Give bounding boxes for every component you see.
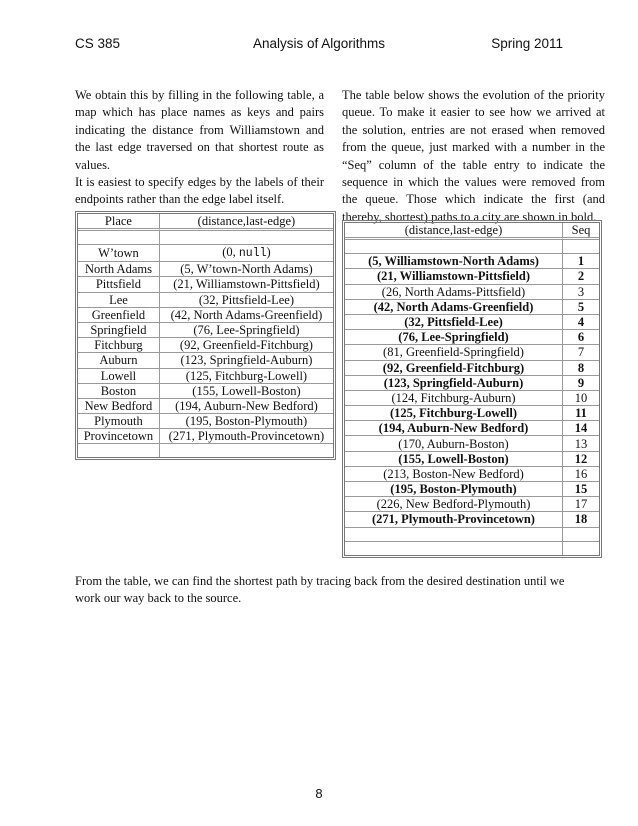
place-cell: New Bedford: [78, 399, 160, 414]
value-cell: (21, Williamstown-Pittsfield): [160, 277, 333, 292]
null-keyword: null: [238, 247, 267, 261]
table-row: [345, 452, 599, 467]
course-code: CS 385: [75, 36, 121, 51]
value-cell: (81, Greenfield-Springfield): [345, 345, 563, 360]
table-row: [345, 482, 599, 497]
value-cell: (76, Lee-Springfield): [345, 330, 563, 345]
seq-cell: 18: [563, 512, 599, 527]
seq-cell: 14: [563, 421, 599, 436]
places-table: [75, 211, 336, 460]
page-number: 8: [315, 786, 323, 801]
semester: Spring 2011: [491, 36, 563, 51]
table-row: [345, 300, 599, 315]
table-row: [78, 353, 333, 368]
value-cell: (155, Lowell-Boston): [345, 452, 563, 467]
value-cell: (92, Greenfield-Fitchburg): [345, 361, 563, 376]
seq-cell: 17: [563, 497, 599, 512]
table-row: [345, 376, 599, 391]
seq-cell: 13: [563, 436, 599, 451]
table-row: [78, 293, 333, 308]
place-cell: Greenfield: [78, 308, 160, 323]
value-cell: (226, New Bedford-Plymouth): [345, 497, 563, 512]
seq-cell: 9: [563, 376, 599, 391]
value-cell: (42, North Adams-Greenfield): [345, 300, 563, 315]
seq-cell: 4: [563, 315, 599, 330]
value-cell: (92, Greenfield-Fitchburg): [160, 338, 333, 353]
value-cell: (123, Springfield-Auburn): [160, 353, 333, 368]
header-place: Place: [78, 214, 160, 231]
table-row: [78, 384, 333, 399]
table-row: [78, 323, 333, 338]
value-cell: (76, Lee-Springfield): [160, 323, 333, 338]
seq-cell: 11: [563, 406, 599, 421]
right-paragraph: The table below shows the evolution of the priority queue. To make it easier to see how we arrived at the solution, entries are not erased when removed from the queue, just marked with a number in the “Seq” column of the table entry to indicate the sequence in which the values were removed from the queue. Those which indicate the first (and thereby, shortest) paths to a city are shown in bold.: [342, 88, 605, 224]
table-row: [78, 308, 333, 323]
table-row: [345, 467, 599, 482]
seq-cell: 7: [563, 345, 599, 360]
queue-header-row: [345, 223, 599, 240]
table-row: [78, 399, 333, 414]
place-cell: W’town: [78, 245, 160, 262]
table-row: [345, 497, 599, 512]
seq-cell: 6: [563, 330, 599, 345]
value-cell: (5, Williamstown-North Adams): [345, 254, 563, 269]
value-cell: (32, Pittsfield-Lee): [160, 293, 333, 308]
value-cell: (125, Fitchburg-Lowell): [345, 406, 563, 421]
table-row: [345, 345, 599, 360]
place-cell: Boston: [78, 384, 160, 399]
value-cell: (155, Lowell-Boston): [160, 384, 333, 399]
value-cell: (271, Plymouth-Provincetown): [160, 429, 333, 444]
value-prefix: (0,: [222, 245, 239, 260]
value-cell: (271, Plymouth-Provincetown): [345, 512, 563, 527]
table-row: [345, 285, 599, 300]
blank-row: [345, 528, 599, 542]
place-cell: Springfield: [78, 323, 160, 338]
table-row: [345, 330, 599, 345]
blank-row: [345, 240, 599, 254]
table-row: [345, 406, 599, 421]
priority-queue-table: [342, 220, 602, 558]
blank-row: [78, 444, 333, 457]
header-distance-last-edge: (distance,last-edge): [345, 223, 563, 240]
value-cell: (194, Auburn-New Bedford): [345, 421, 563, 436]
value-cell: (26, North Adams-Pittsfield): [345, 285, 563, 300]
place-cell: Lee: [78, 293, 160, 308]
table-row: [345, 421, 599, 436]
value-cell: [160, 245, 333, 262]
footer-paragraph: From the table, we can find the shortest path by tracing back from the desired destination until we work our way back to the source.: [75, 574, 565, 606]
value-cell: (123, Springfield-Auburn): [345, 376, 563, 391]
left-paragraph-1: We obtain this by filling in the following table, a map which has place names as keys and pairs indicating the distance from Williamstown and the last edge traversed on that shortest route as values.: [75, 88, 324, 172]
seq-cell: 15: [563, 482, 599, 497]
seq-cell: 12: [563, 452, 599, 467]
value-cell: (21, Williamstown-Pittsfield): [345, 269, 563, 284]
blank-row: [345, 542, 599, 555]
course-title: Analysis of Algorithms: [252, 36, 386, 51]
table-row: [78, 414, 333, 429]
value-cell: (170, Auburn-Boston): [345, 436, 563, 451]
seq-cell: 2: [563, 269, 599, 284]
table-row: [78, 429, 333, 444]
table-row: [78, 245, 333, 262]
value-suffix: ): [266, 245, 271, 260]
right-column: [342, 87, 605, 226]
place-cell: Fitchburg: [78, 338, 160, 353]
value-cell: (195, Boston-Plymouth): [345, 482, 563, 497]
seq-cell: 16: [563, 467, 599, 482]
value-cell: (32, Pittsfield-Lee): [345, 315, 563, 330]
left-column: [75, 87, 324, 209]
seq-cell: 10: [563, 391, 599, 406]
table-row: [345, 512, 599, 527]
value-cell: (213, Boston-New Bedford): [345, 467, 563, 482]
seq-cell: 1: [563, 254, 599, 269]
table-row: [345, 391, 599, 406]
place-cell: Auburn: [78, 353, 160, 368]
value-cell: (42, North Adams-Greenfield): [160, 308, 333, 323]
blank-row: [78, 231, 333, 245]
table-row: [345, 315, 599, 330]
page-header: [75, 36, 563, 56]
value-cell: (124, Fitchburg-Auburn): [345, 391, 563, 406]
seq-cell: 5: [563, 300, 599, 315]
value-cell: (125, Fitchburg-Lowell): [160, 369, 333, 384]
place-cell: Provincetown: [78, 429, 160, 444]
table-row: [78, 338, 333, 353]
place-cell: Pittsfield: [78, 277, 160, 292]
table-row: [345, 436, 599, 451]
value-cell: (195, Boston-Plymouth): [160, 414, 333, 429]
header-seq: Seq: [563, 223, 599, 240]
table-row: [78, 262, 333, 277]
value-cell: (194, Auburn-New Bedford): [160, 399, 333, 414]
table-row: [345, 254, 599, 269]
places-header-row: [78, 214, 333, 231]
seq-cell: 3: [563, 285, 599, 300]
left-paragraph-2: It is easiest to specify edges by the labels of their endpoints rather than the edge label itself.: [75, 175, 324, 207]
header-distance-last-edge: (distance,last-edge): [160, 214, 333, 231]
place-cell: Plymouth: [78, 414, 160, 429]
value-cell: (5, W’town-North Adams): [160, 262, 333, 277]
table-row: [78, 277, 333, 292]
place-cell: North Adams: [78, 262, 160, 277]
table-row: [78, 369, 333, 384]
seq-cell: 8: [563, 361, 599, 376]
table-row: [345, 269, 599, 284]
place-cell: Lowell: [78, 369, 160, 384]
table-row: [345, 361, 599, 376]
